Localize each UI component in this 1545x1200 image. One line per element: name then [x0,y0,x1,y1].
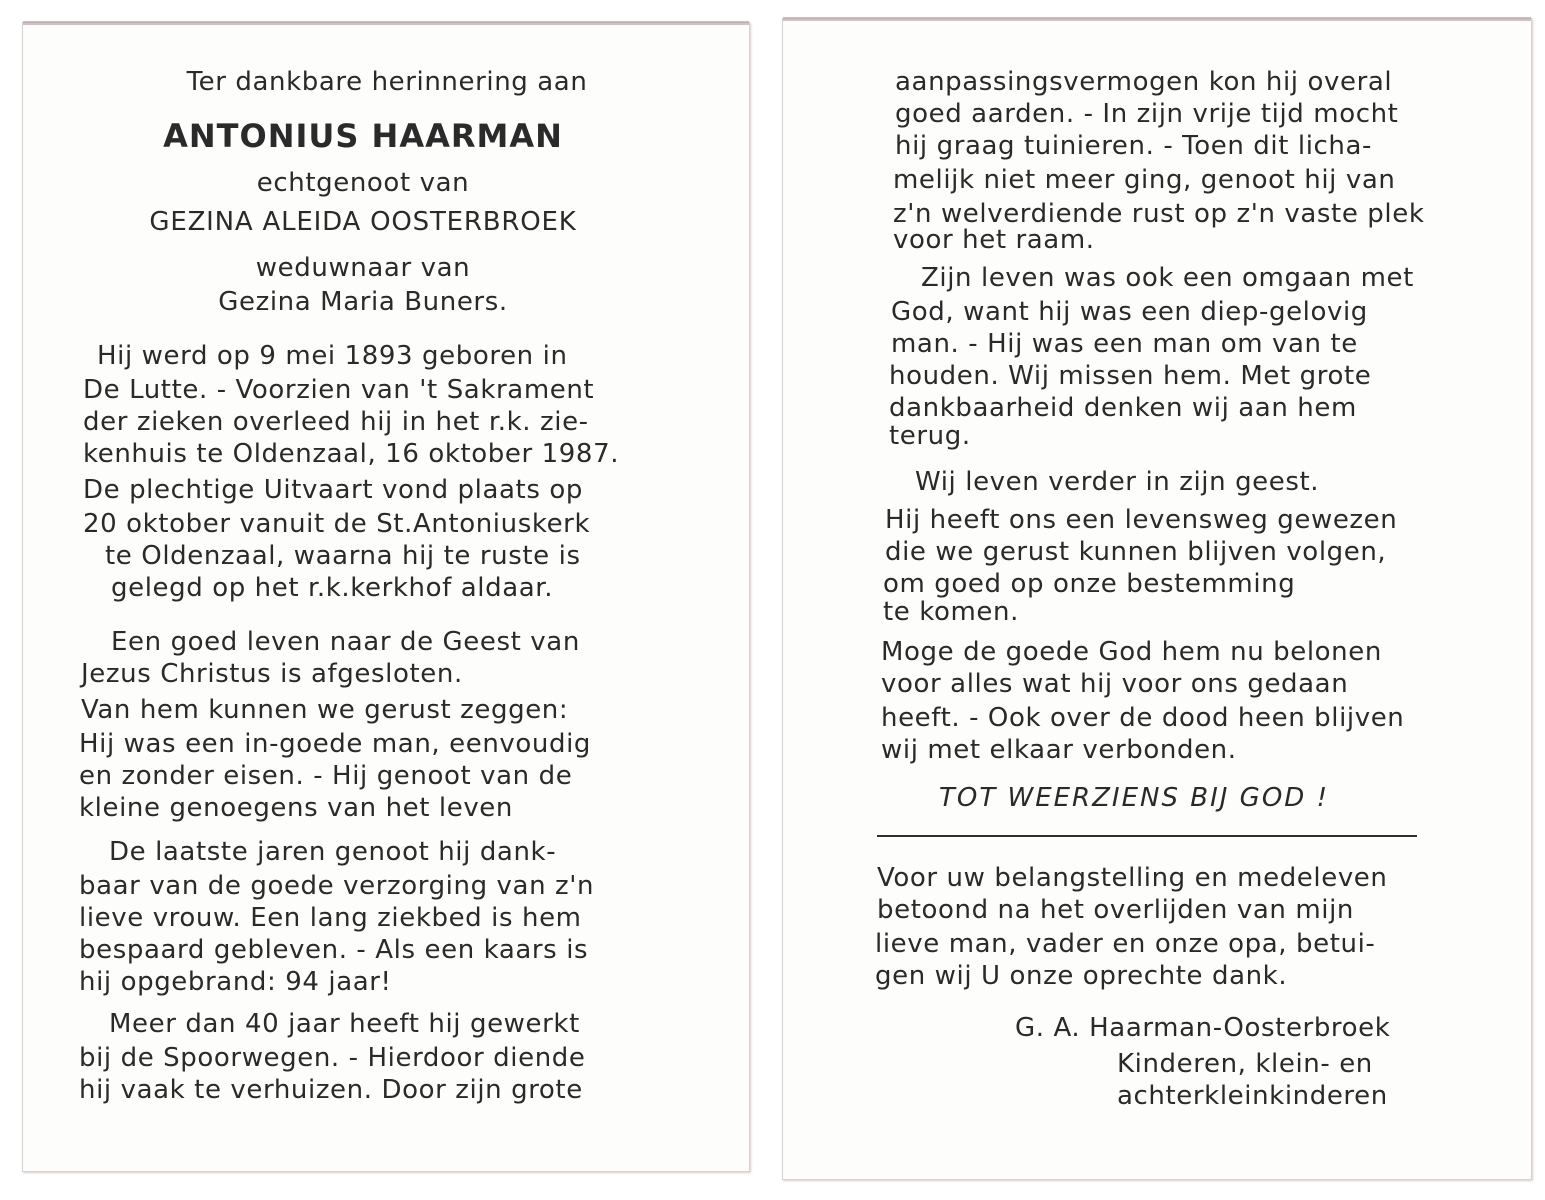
memorial-card-right [782,18,1532,1180]
divider [877,835,1417,837]
text-line: dankbaarheid denken wij aan hem [889,393,1357,423]
text-line: en zonder eisen. - Hij genoot van de [79,761,573,791]
text-line: God, want hij was een diep-gelovig [891,297,1368,327]
text-line: der zieken overleed hij in het r.k. zie- [83,407,589,437]
text-line: hij graag tuinieren. - Toen dit licha- [895,131,1373,161]
memorial-card-left [22,22,750,1172]
text-line: om goed op onze bestemming [883,569,1296,599]
text-line: hij opgebrand: 94 jaar! [79,967,392,997]
text-line: hij vaak te verhuizen. Door zijn grote [79,1075,583,1105]
spouse-label: echtgenoot van [256,168,470,198]
text-line: Moge de goede God hem nu belonen [881,637,1382,667]
text-line: gen wij U onze oprechte dank. [875,961,1288,991]
card-edge [23,21,749,25]
text-line: wij met elkaar verbonden. [881,735,1237,765]
text-line: melijk niet meer ging, genoot hij van [893,165,1396,195]
text-line: aanpassingsvermogen kon hij overal [895,67,1393,97]
text-line: Jezus Christus is afgesloten. [81,659,463,689]
signature-line: Kinderen, klein- en [1117,1049,1373,1079]
text-line: te Oldenzaal, waarna hij te ruste is [105,541,581,571]
text-line: 20 oktober vanuit de St.Antoniuskerk [83,509,591,539]
text-line: kenhuis te Oldenzaal, 16 oktober 1987. [83,439,620,469]
intro-text: Ter dankbare herinnering aan [186,67,588,97]
first-wife-name: Gezina Maria Buners. [218,287,508,317]
text-line: Van hem kunnen we gerust zeggen: [81,695,569,725]
signature-line: achterkleinkinderen [1117,1081,1388,1111]
text-line: terug. [889,421,971,451]
card-edge [783,17,1531,21]
text-line: Een goed leven naar de Geest van [111,627,580,657]
text-line: die we gerust kunnen blijven volgen, [885,537,1387,567]
text-line: kleine genoegens van het leven [79,793,513,823]
text-line: betoond na het overlijden van mijn [877,895,1354,925]
text-line: voor het raam. [893,225,1095,255]
text-line: lieve man, vader en onze opa, betui- [875,929,1376,959]
text-line: te komen. [883,597,1019,627]
text-line: z'n welverdiende rust op z'n vaste plek [893,199,1425,229]
widower-label: weduwnaar van [255,253,471,283]
text-line: De plechtige Uitvaart vond plaats op [83,475,583,505]
text-line: De Lutte. - Voorzien van 't Sakrament [83,375,595,405]
text-line: man. - Hij was een man om van te [891,329,1358,359]
text-line: Wij leven verder in zijn geest. [915,467,1320,497]
text-line: lieve vrouw. Een lang ziekbed is hem [79,903,582,933]
text-line: gelegd op het r.k.kerkhof aldaar. [111,573,554,603]
closing-text: TOT WEERZIENS BIJ GOD ! [939,783,1330,813]
text-line: heeft. - Ook over de dood heen blijven [881,703,1405,733]
deceased-name: ANTONIUS HAARMAN [163,117,563,155]
text-line: goed aarden. - In zijn vrije tijd mocht [895,99,1399,129]
text-line: Meer dan 40 jaar heeft hij gewerkt [109,1009,580,1039]
text-line: Hij was een in-goede man, eenvoudig [79,729,592,759]
text-line: Hij werd op 9 mei 1893 geboren in [97,341,568,371]
text-line: Voor uw belangstelling en medeleven [877,863,1388,893]
text-line: De laatste jaren genoot hij dank- [109,837,557,867]
text-line: bij de Spoorwegen. - Hierdoor diende [79,1043,586,1073]
spouse-name: GEZINA ALEIDA OOSTERBROEK [149,207,577,237]
signature-line: G. A. Haarman-Oosterbroek [1015,1013,1391,1043]
text-line: bespaard gebleven. - Als een kaars is [79,935,589,965]
text-line: voor alles wat hij voor ons gedaan [881,669,1349,699]
text-line: Zijn leven was ook een omgaan met [921,263,1414,293]
text-line: Hij heeft ons een levensweg gewezen [885,505,1398,535]
text-line: baar van de goede verzorging van z'n [79,871,595,901]
text-line: houden. Wij missen hem. Met grote [889,361,1372,391]
